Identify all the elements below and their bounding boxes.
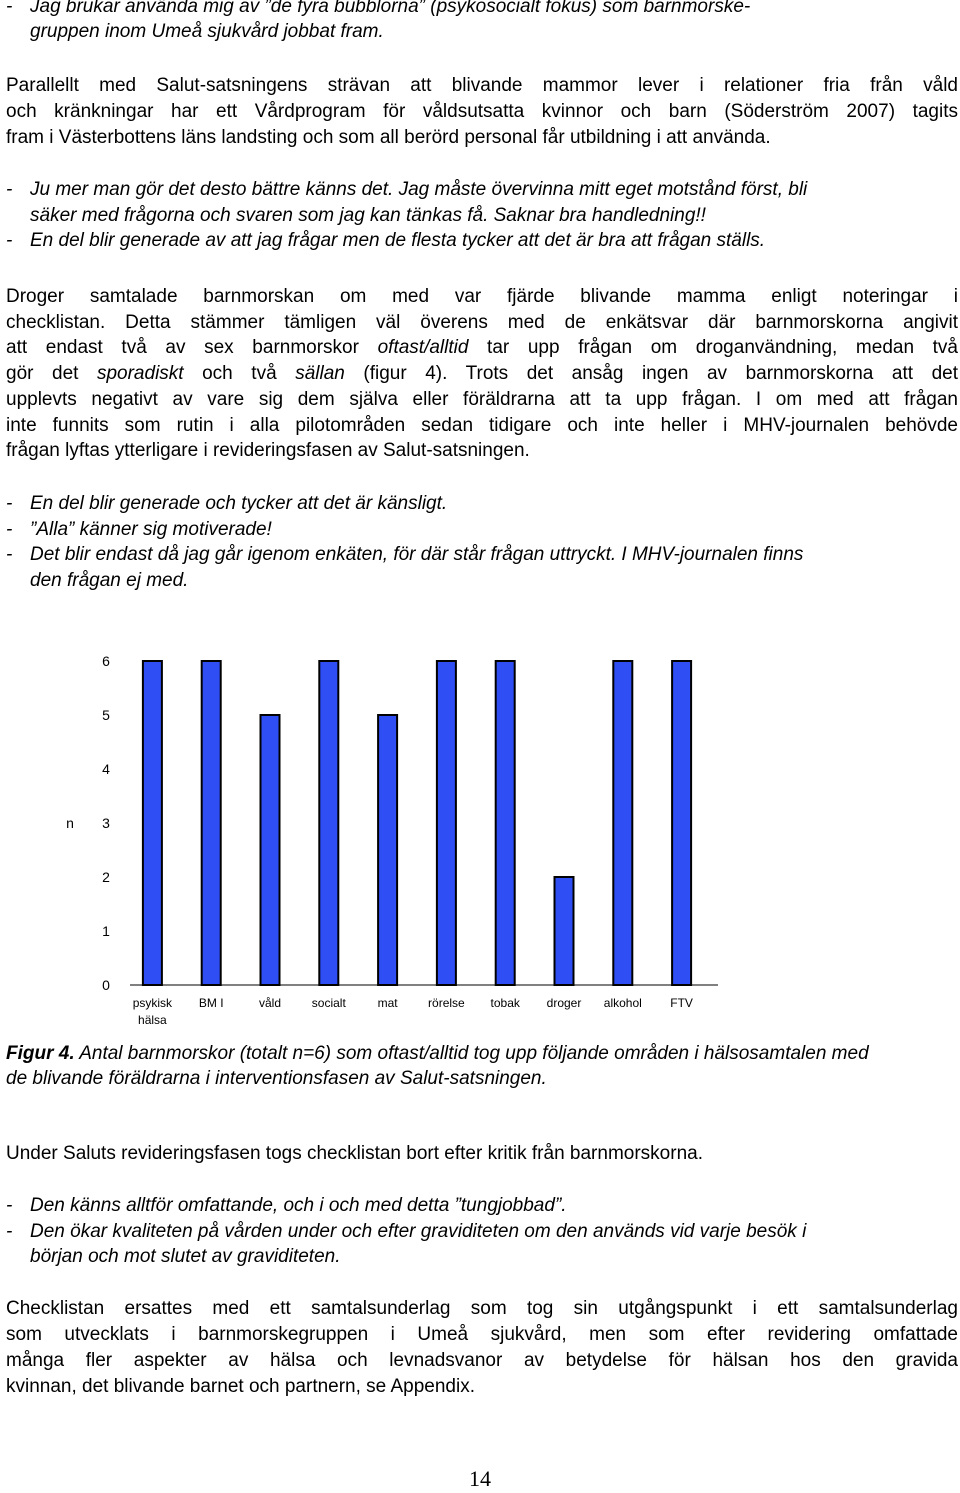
bar — [319, 661, 338, 985]
paragraph-line: och kränkningar har ett Vårdprogram för våldsutsatta kvinnor och barn (Söderström 2007) tagits — [6, 101, 958, 122]
quote-dash: - — [6, 0, 13, 17]
paragraph-line: fram i Västerbottens läns landsting och som all berörd personal får utbildning i att använda. — [6, 127, 771, 148]
paragraph-line: frågan lyftas ytterligare i revideringsfasen av Salut-satsningen. — [6, 440, 530, 462]
paragraph-line: inte funnits som rutin i alla pilotområden sedan tidigare och inte heller i MHV-journalen behövde — [6, 414, 958, 436]
quote-line: Ju mer man gör det desto bättre känns det. Jag måste övervinna mitt eget motstånd först, bli — [30, 179, 808, 200]
y-tick-label: 1 — [102, 923, 110, 939]
quote-line: gruppen inom Umeå sjukvård jobbat fram. — [30, 21, 384, 42]
x-tick-label: socialt — [311, 996, 346, 1010]
paragraph-line: checklistan. Detta stämmer tämligen väl överens med de enkätsvar där barnmorskorna angivit — [6, 311, 958, 333]
quote-line: Det blir endast då jag går igenom enkäten, för där står frågan uttryckt. I MHV-journalen finns — [30, 544, 804, 565]
bar — [202, 661, 221, 985]
quote-line: Den känns alltför omfattande, och i och med detta ”tungjobbad”. — [30, 1195, 567, 1216]
quote-line: Jag brukar använda mig av ”de fyra bubblorna” (psykosocialt fokus) som barnmorske- — [30, 0, 751, 17]
bar-chart — [0, 640, 960, 1035]
y-tick-label: 5 — [102, 707, 110, 723]
x-tick-label: alkohol — [603, 996, 642, 1010]
paragraph-line: som utvecklats i barnmorskegruppen i Umeå sjukvård, men som efter revidering omfattade — [6, 1324, 958, 1345]
paragraph-line: Droger samtalade barnmorskan om med var fjärde blivande mamma enligt noteringar i — [6, 286, 958, 307]
x-tick-label: psykisk — [132, 996, 173, 1010]
bar — [555, 877, 574, 985]
x-tick-label: FTV — [670, 996, 693, 1010]
paragraph-line: upplevts negativt av vare sig dem själva eller föräldrarna att ta upp frågan. I om med att frågan — [6, 388, 958, 410]
y-tick-label: 3 — [102, 815, 110, 831]
quote-line: Den ökar kvaliteten på vården under och efter graviditeten om den används vid varje besök i — [30, 1220, 807, 1242]
bar — [378, 715, 397, 985]
quote-dash: - — [6, 518, 13, 540]
x-tick-label: hälsa — [138, 1013, 167, 1027]
caption-text: Antal barnmorskor (totalt n=6) som oftast/alltid tog upp följande områden i hälsosamtalen med — [74, 1043, 869, 1064]
bar — [143, 661, 162, 985]
quote-line: början och mot slutet av graviditeten. — [30, 1246, 341, 1267]
quote-dash: - — [6, 230, 13, 251]
paragraph-line: att endast två av sex barnmorskor oftast/alltid tar upp frågan om droganvändning, medan två — [6, 337, 958, 359]
quote-line: säker med frågorna och svaren som jag kan tänkas få. Saknar bra handledning!! — [30, 204, 706, 226]
x-tick-label: mat — [377, 996, 398, 1010]
quote-dash: - — [6, 179, 13, 200]
quote-dash: - — [6, 493, 13, 514]
figure-caption — [6, 1041, 869, 1066]
quote-line: En del blir generade och tycker att det är känsligt. — [30, 493, 448, 514]
bar — [672, 661, 691, 985]
figure-label: Figur 4. — [6, 1043, 75, 1064]
quote-line: den frågan ej med. — [30, 569, 189, 591]
x-tick-label: droger — [546, 996, 582, 1010]
paragraph-line: Under Saluts revideringsfasen togs checklistan bort efter kritik från barnmorskorna. — [6, 1143, 703, 1164]
x-tick-label: rörelse — [428, 996, 465, 1010]
y-axis-label: n — [66, 815, 74, 831]
quote-line: En del blir generade av att jag frågar men de flesta tycker att det är bra att frågan ställs. — [30, 230, 766, 251]
y-tick-label: 6 — [102, 653, 110, 669]
y-tick-label: 2 — [102, 869, 110, 885]
paragraph-line: gör det sporadiskt och två sällan (figur 4). Trots det ansåg ingen av barnmorskorna att det — [6, 363, 958, 385]
quote-line: ”Alla” känner sig motiverade! — [30, 518, 272, 540]
paragraph-line: Parallellt med Salut-satsningens strävan att blivande mammor lever i relationer fria från våld — [6, 75, 958, 96]
paragraph-line: många fler aspekter av hälsa och levnadsvanor av betydelse för hälsan hos den gravida — [6, 1350, 958, 1371]
x-tick-label: våld — [258, 996, 282, 1010]
paragraph-line: Checklistan ersattes med ett samtalsunderlag som tog sin utgångspunkt i ett samtalsunderlag — [6, 1298, 958, 1319]
quote-dash: - — [6, 1195, 13, 1216]
bar — [496, 661, 515, 985]
x-tick-label: tobak — [490, 996, 520, 1010]
bar — [437, 661, 456, 985]
y-tick-label: 4 — [102, 761, 110, 777]
y-tick-label: 0 — [102, 977, 110, 993]
page-number: 14 — [469, 1466, 491, 1491]
bar — [613, 661, 632, 985]
figure-caption: de blivande föräldrarna i interventionsfasen av Salut-satsningen. — [6, 1068, 547, 1089]
bar — [261, 715, 280, 985]
paragraph-line: kvinnan, det blivande barnet och partnern, se Appendix. — [6, 1376, 475, 1397]
quote-dash: - — [6, 544, 13, 565]
x-tick-label: BM I — [198, 996, 224, 1010]
quote-dash: - — [6, 1220, 13, 1242]
